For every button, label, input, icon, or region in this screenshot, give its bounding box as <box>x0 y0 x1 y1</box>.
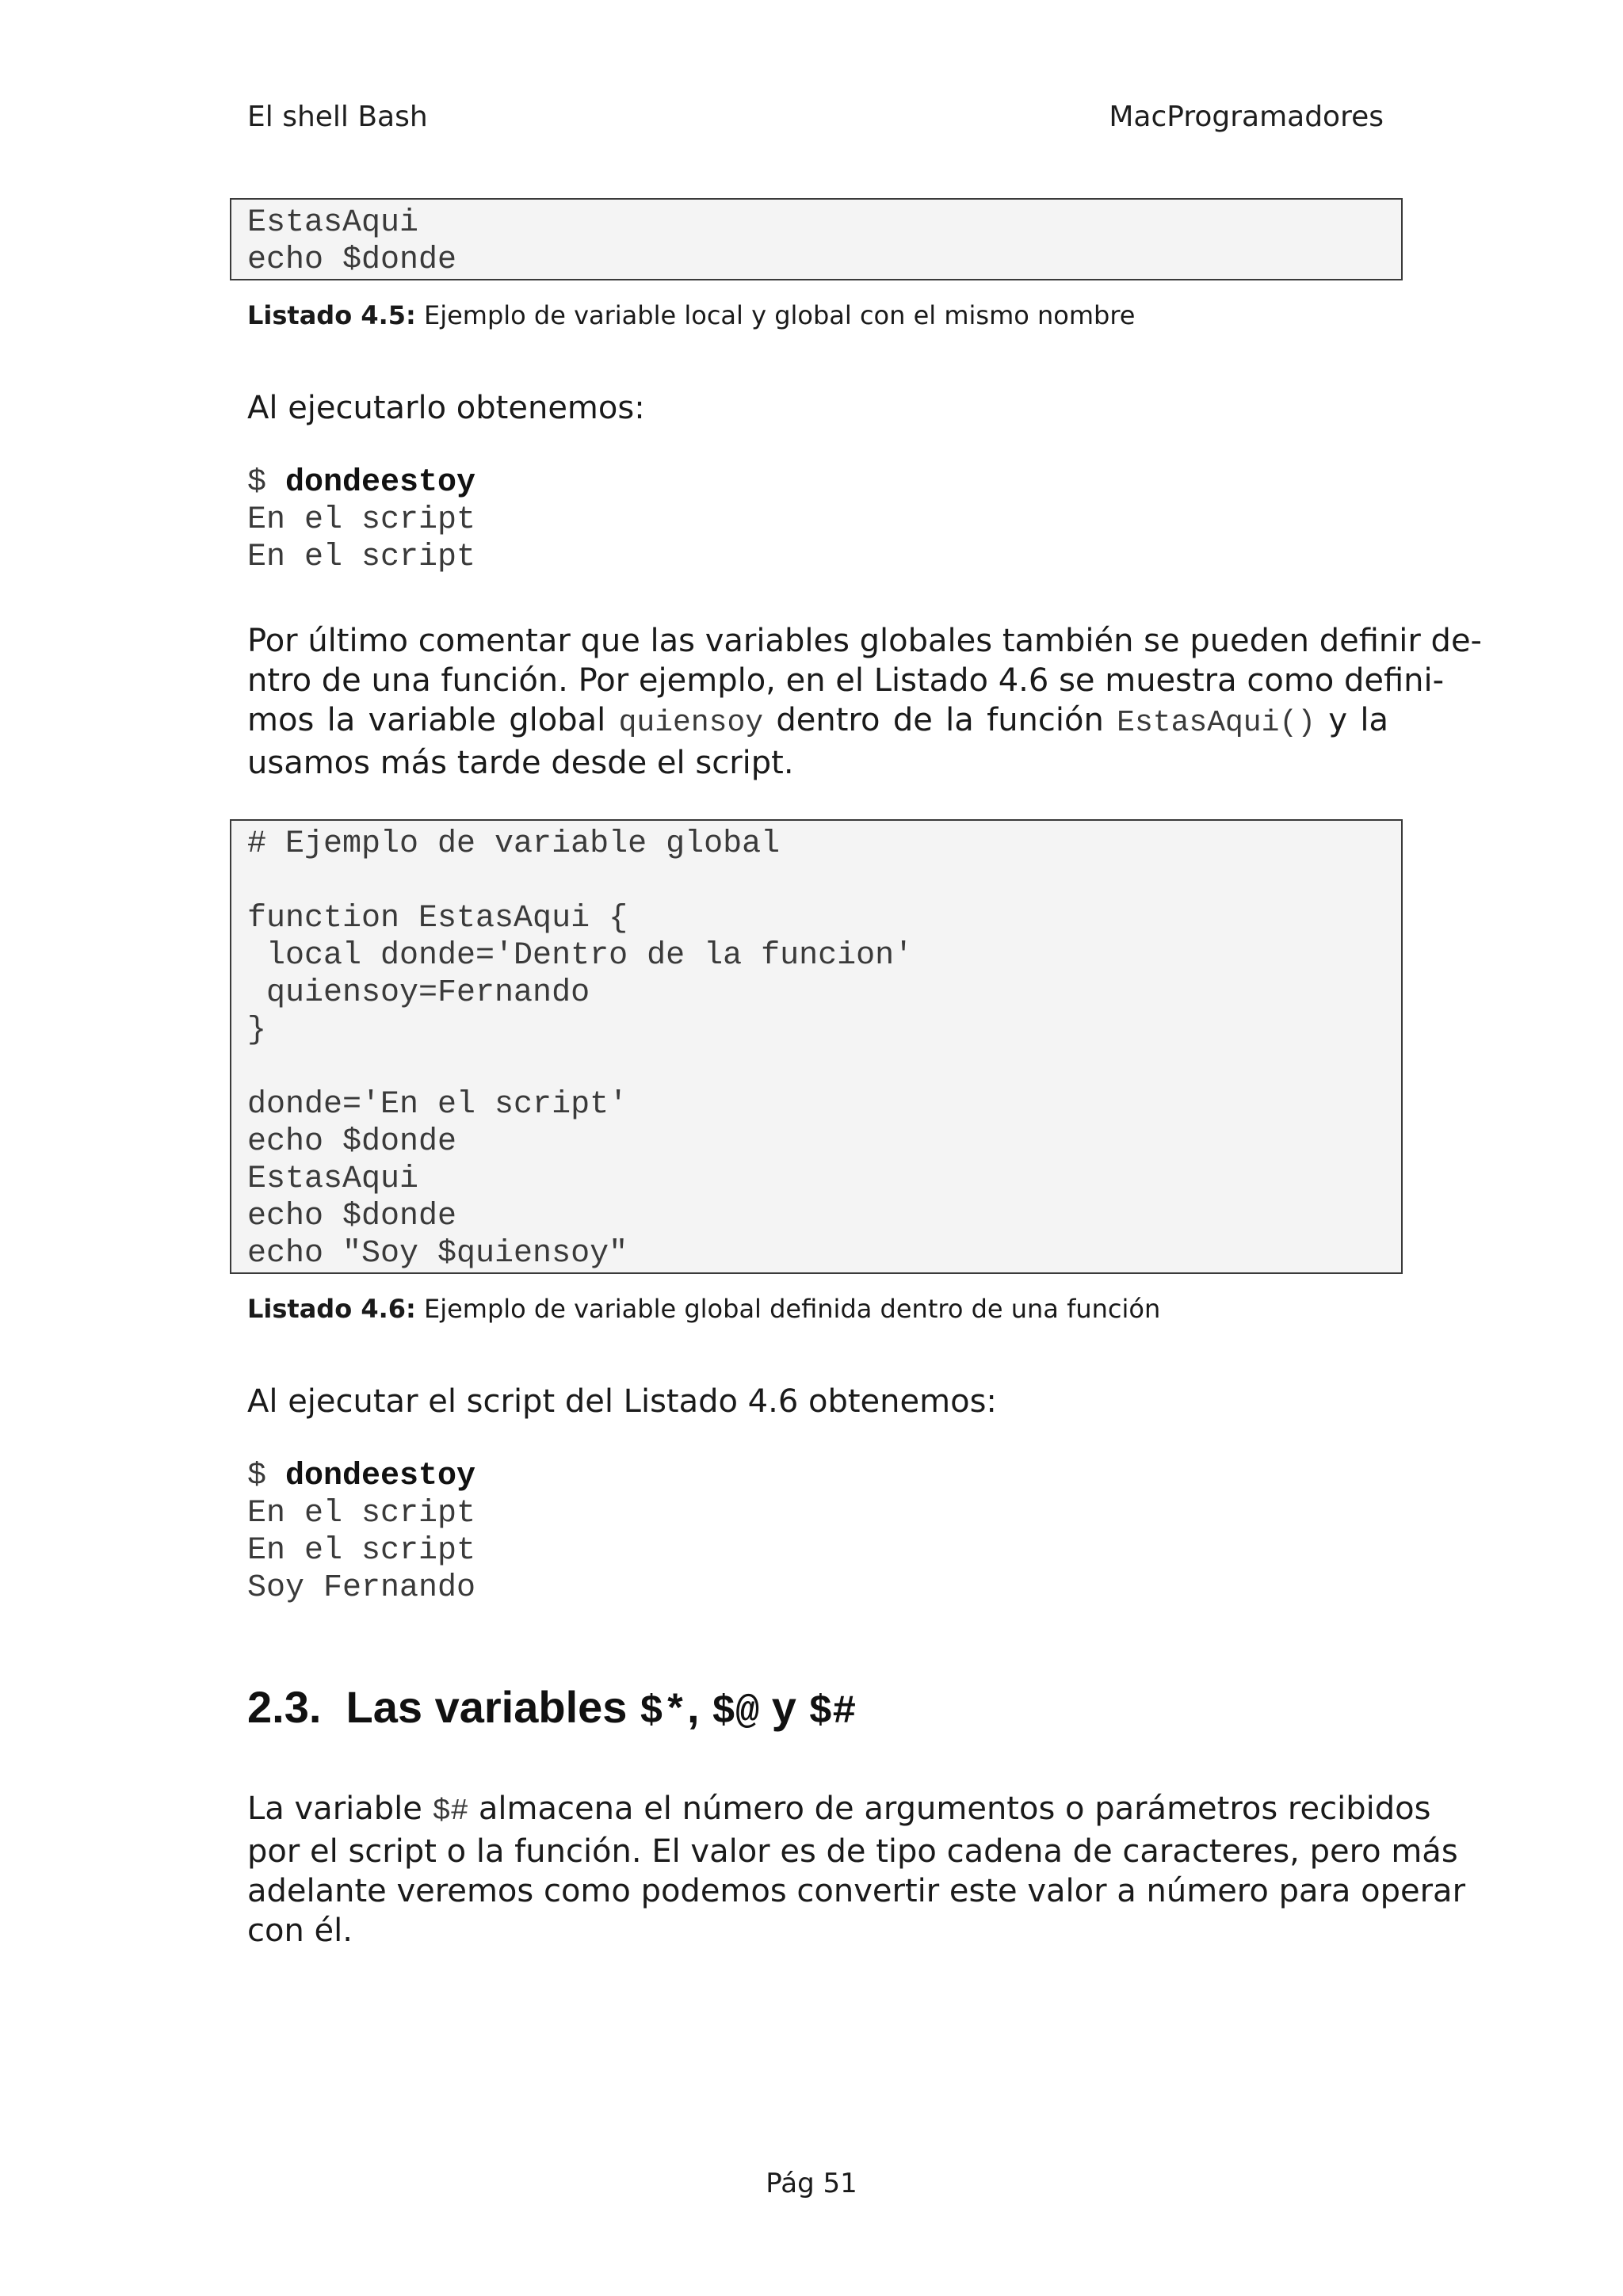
running-header-author: MacProgramadores <box>1109 101 1384 133</box>
paragraph-line: usamos más tarde desde el script. <box>247 745 794 781</box>
listing-caption-4-5 <box>247 299 1135 331</box>
terminal-output-line: En el script <box>247 540 476 575</box>
paragraph-global-variables <box>247 621 1482 783</box>
paragraph-line: adelante veremos como podemos convertir este valor a número para operar <box>247 1873 1466 1909</box>
code-line <box>247 863 1401 900</box>
code-line: # Ejemplo de variable global <box>247 826 781 862</box>
shell-prompt: $ <box>247 1459 286 1494</box>
terminal-output-line: Soy Fernando <box>247 1570 476 1606</box>
code-line: echo "Soy $quiensoy" <box>247 1236 628 1272</box>
text-run: mos la variable global <box>247 702 619 738</box>
caption-label: Listado 4.6: <box>247 1294 416 1324</box>
heading-code: $# <box>808 1690 857 1735</box>
shell-command: dondeestoy <box>285 1459 476 1494</box>
code-listing-4-6 <box>230 819 1403 1274</box>
caption-text: Ejemplo de variable local y global con el mismo nombre <box>415 300 1136 330</box>
terminal-output-line: En el script <box>247 1496 476 1531</box>
code-line: function EstasAqui { <box>247 901 628 936</box>
code-listing-4-5 <box>230 198 1403 280</box>
code-line: EstasAqui <box>247 205 419 241</box>
heading-code: $@ <box>712 1690 760 1735</box>
code-line <box>247 1049 1401 1086</box>
paragraph-run-output-1: Al ejecutarlo obtenemos: <box>247 390 645 426</box>
text-run: La variable <box>247 1791 433 1827</box>
heading-separator: y <box>759 1682 809 1732</box>
listing-caption-4-6 <box>247 1293 1160 1325</box>
shell-prompt: $ <box>247 465 286 501</box>
paragraph-run-output-2: Al ejecutar el script del Listado 4.6 obtenemos: <box>247 1383 997 1420</box>
terminal-output-line: En el script <box>247 502 476 538</box>
code-line: donde='En el script' <box>247 1087 628 1123</box>
text-run: y la <box>1316 702 1388 738</box>
paragraph-line <box>247 1789 1431 1832</box>
inline-code-estasaqui: EstasAqui() <box>1117 706 1316 740</box>
code-line: echo $donde <box>247 1124 457 1160</box>
caption-label: Listado 4.5: <box>247 300 416 330</box>
paragraph-line: por el script o la función. El valor es de tipo cadena de caracteres, pero más <box>247 1833 1458 1870</box>
section-title: Las variables <box>346 1682 640 1732</box>
section-heading <box>247 1680 856 1741</box>
paragraph-argument-count <box>247 1789 1466 1951</box>
text-run: dentro de la función <box>763 702 1117 738</box>
code-line: } <box>247 1013 267 1048</box>
section-number: 2.3. <box>247 1682 322 1732</box>
terminal-output-2 <box>247 1458 475 1607</box>
paragraph-line <box>247 700 1388 743</box>
terminal-output-line: En el script <box>247 1533 476 1569</box>
running-header-title: El shell Bash <box>247 101 428 133</box>
terminal-command-line <box>247 1458 475 1495</box>
code-line: quiensoy=Fernando <box>247 975 590 1011</box>
code-line: local donde='Dentro de la funcion' <box>247 938 914 974</box>
inline-code-dollar-hash: $# <box>432 1794 469 1829</box>
shell-command: dondeestoy <box>285 465 476 501</box>
terminal-output-1 <box>247 464 475 576</box>
caption-text: Ejemplo de variable global definida dentro de una función <box>415 1294 1161 1324</box>
terminal-command-line <box>247 464 475 502</box>
page-number: Pág 51 <box>766 2168 857 2199</box>
heading-code: $* <box>639 1690 687 1735</box>
inline-code-quiensoy: quiensoy <box>618 706 764 740</box>
heading-separator: , <box>687 1682 712 1732</box>
paragraph-line: Por último comentar que las variables globales también se pueden definir de- <box>247 623 1482 659</box>
paragraph-line: ntro de una función. Por ejemplo, en el Listado 4.6 se muestra como defini- <box>247 662 1445 699</box>
paragraph-line: con él. <box>247 1913 353 1949</box>
code-line: echo $donde <box>247 1199 457 1234</box>
code-line: echo $donde <box>247 242 457 278</box>
code-line: EstasAqui <box>247 1161 419 1197</box>
text-run: almacena el número de argumentos o parámetros recibidos <box>468 1791 1431 1827</box>
